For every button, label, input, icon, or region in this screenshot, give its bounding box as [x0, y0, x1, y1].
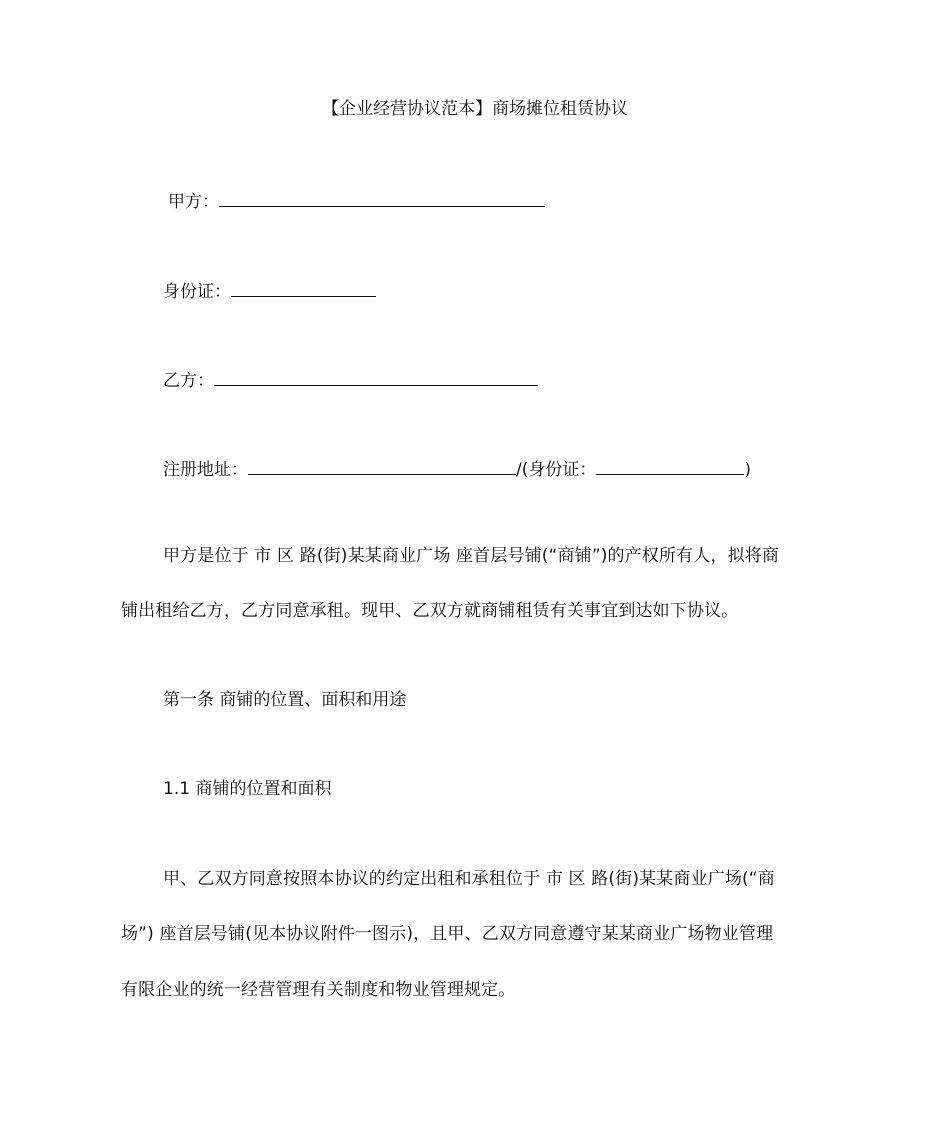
- party-b-row: [163, 367, 538, 392]
- reg-address-id-label: /(身份证：: [516, 460, 597, 480]
- document-title: 【企业经营协议范本】商场摊位租赁协议: [322, 99, 628, 119]
- section-1-1-line-1: 甲、乙双方同意按照本协议的约定出租和承租位于 市 区 路(街)某某商业广场(“商: [163, 869, 775, 889]
- party-a-blank: [219, 188, 545, 207]
- intro-line-2: 铺出租给乙方，乙方同意承租。现甲、乙双方就商铺租赁有关事宜到达如下协议。: [121, 601, 739, 621]
- reg-address-close: ): [744, 460, 752, 480]
- section-1-1-line-2: 场”) 座首层号铺(见本协议附件一图示)，且甲、乙双方同意遵守某某商业广场物业管理: [121, 924, 774, 944]
- reg-address-id-blank: [596, 456, 744, 475]
- party-b-blank: [214, 367, 538, 386]
- party-a-label: 甲方：: [168, 192, 219, 212]
- section-1-1-heading: 1.1 商铺的位置和面积: [163, 779, 332, 799]
- id-card-row: [163, 278, 376, 303]
- party-b-label: 乙方：: [163, 371, 214, 391]
- reg-address-row: [163, 456, 751, 481]
- reg-address-blank: [248, 456, 516, 475]
- id-card-blank: [231, 278, 376, 297]
- id-card-label: 身份证：: [163, 282, 231, 302]
- article-1-heading: 第一条 商铺的位置、面积和用途: [163, 690, 407, 710]
- intro-line-1: 甲方是位于 市 区 路(街)某某商业广场 座首层号铺(“商铺”)的产权所有人，拟将商: [163, 546, 780, 566]
- reg-address-label: 注册地址：: [163, 460, 248, 480]
- section-1-1-line-3: 有限企业的统一经营管理有关制度和物业管理规定。: [121, 980, 516, 1000]
- party-a-row: [168, 188, 545, 213]
